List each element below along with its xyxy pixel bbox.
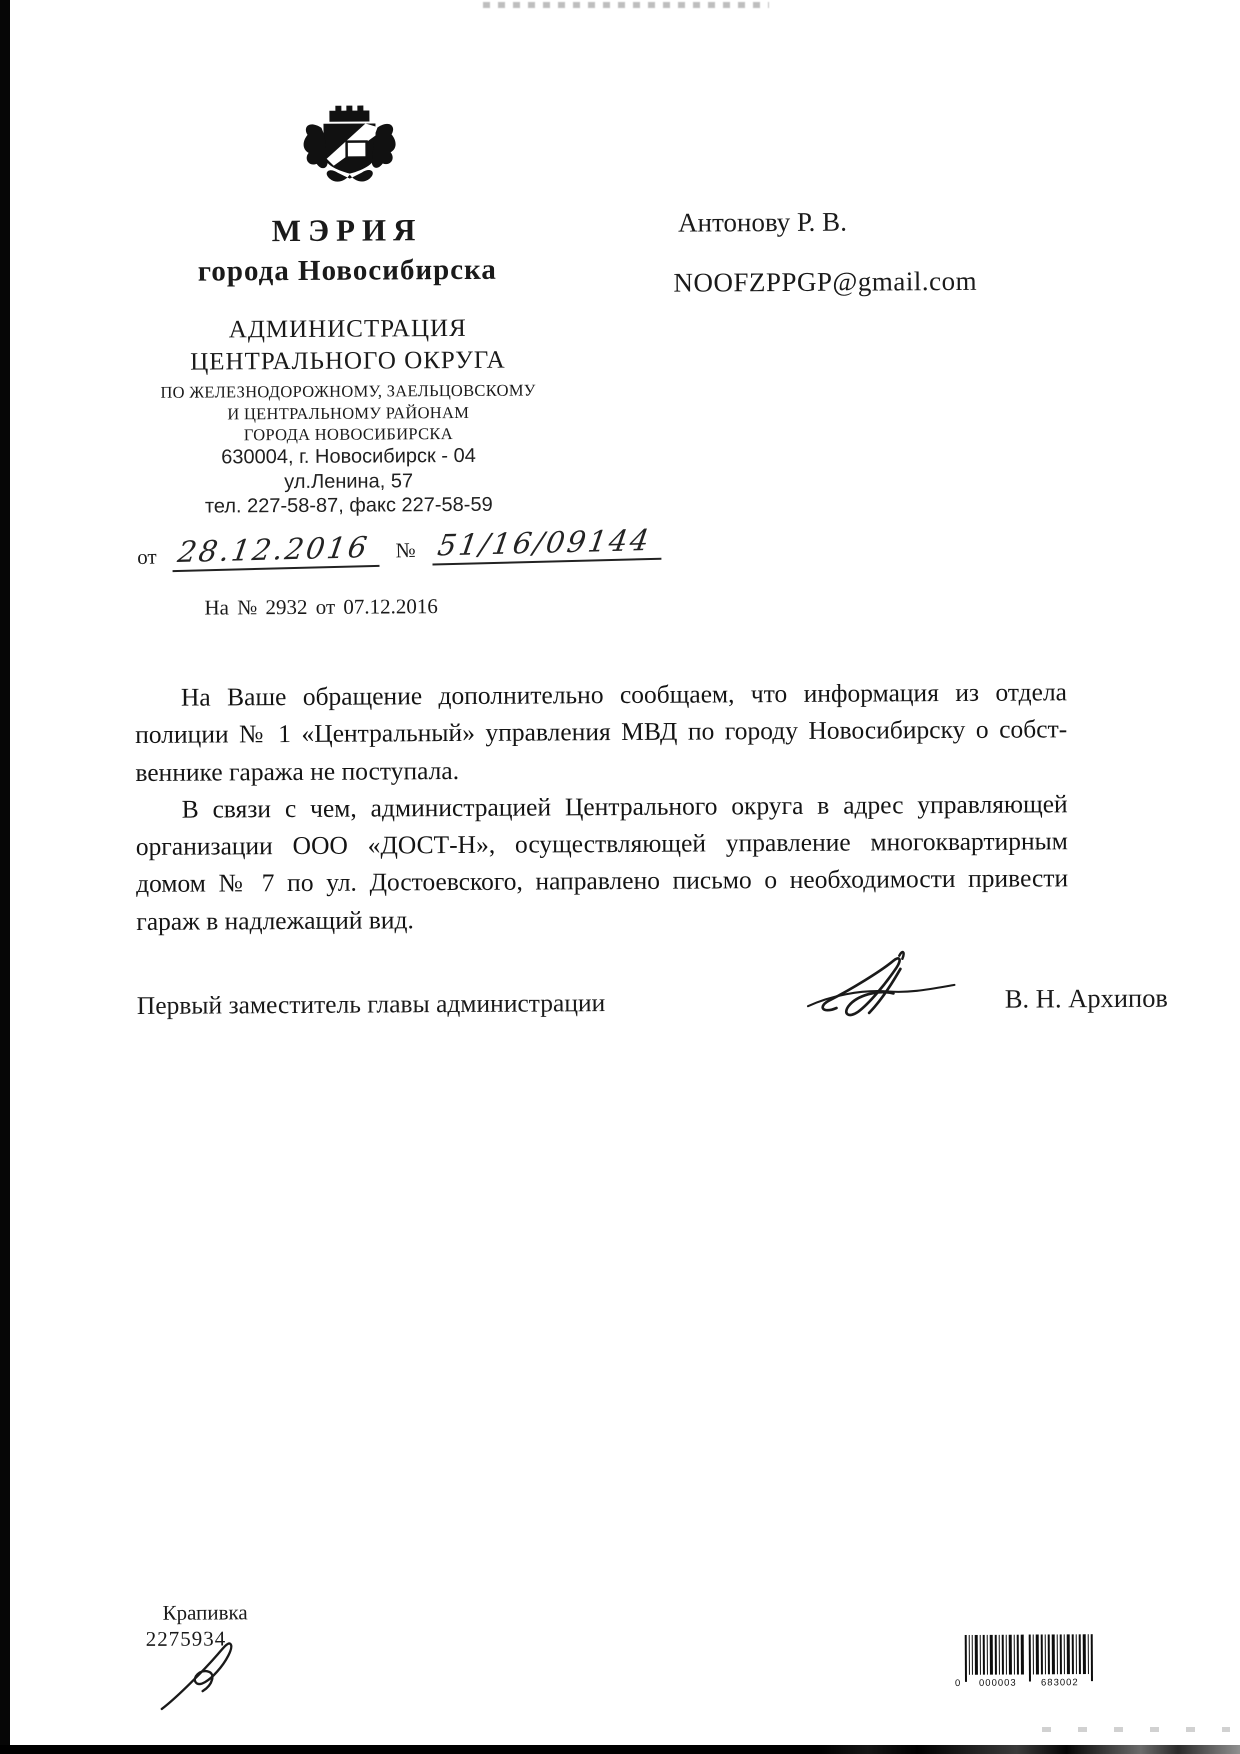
scan-bottom-right-artifact [1042, 1727, 1230, 1732]
outgoing-reference-row [137, 523, 661, 573]
street-address-line: ул.Ленина, 57 [284, 469, 414, 493]
ref-number-handwritten: 51/16/09144 [434, 522, 654, 563]
ref-date-underline [172, 530, 380, 572]
barcode-digits-group1: 000003 [978, 1677, 1017, 1689]
ref-date-handwritten: 28.12.2016 [175, 530, 373, 569]
barcode-digits-group2: 683002 [1040, 1677, 1079, 1689]
recipient-email: NOOFZPPGP@gmail.com [673, 265, 978, 298]
signatory-name: В. Н. Архипов [1004, 982, 1168, 1014]
body-line: организации ООО «ДОСТ-Н», осуществляющей управление многоквартирным [135, 826, 1068, 862]
org-name-line: МЭРИЯ [271, 212, 423, 249]
executor-flourish-icon [154, 1636, 260, 1715]
body-line: гараж в надлежащий вид. [136, 905, 414, 936]
scan-left-edge [0, 0, 10, 1754]
phone-fax-line: тел. 227-58-87, факс 227-58-59 [204, 493, 493, 518]
department-line: АДМИНИСТРАЦИЯ [228, 314, 467, 344]
barcode-digit-left: 0 [954, 1677, 962, 1689]
contact-block [108, 443, 588, 519]
shield-square [347, 142, 367, 158]
body-line: На Ваше обращение дополнительно сообщаем, что информация из отдела [180, 677, 1068, 712]
district-line: И ЦЕНТРАЛЬНОМУ РАЙОНАМ [227, 402, 470, 423]
ref-number-label: № [395, 537, 416, 563]
body-paragraph-1 [135, 673, 1068, 791]
executor-phone: 2275934 [145, 1626, 227, 1651]
body-line: веннике гаража не поступала. [135, 755, 460, 787]
signature-title: Первый заместитель главы администрации [136, 988, 606, 1020]
department-block [108, 312, 588, 379]
scan-top-artifact [483, 2, 769, 8]
signature-mark-icon [802, 948, 970, 1031]
district-block [98, 379, 598, 447]
district-line: ГОРОДА НОВОСИБИРСКА [243, 424, 453, 445]
executor-name: Крапивка [162, 1600, 248, 1625]
ref-number-underline [431, 523, 661, 566]
org-name-line: города Новосибирска [197, 253, 497, 288]
body-line: домом № 7 по ул. Достоевского, направлено письмо о необходимости привести [136, 863, 1069, 899]
department-line: ЦЕНТРАЛЬНОГО ОКРУГА [190, 346, 506, 376]
letter-body [135, 673, 1069, 940]
scan-bottom-edge [0, 1745, 1240, 1754]
org-name-block [117, 211, 577, 289]
ref-from-label: от [136, 544, 157, 569]
district-line: ПО ЖЕЛЕЗНОДОРОЖНОМУ, ЗАЕЛЬЦОВСКОМУ [160, 380, 536, 402]
body-line: В связи с чем, администрацией Центрального округа в адрес управляющей [181, 789, 1068, 824]
recipient-name: Антонову Р. В. [677, 206, 847, 238]
barcode [953, 1634, 1105, 1691]
crown-shape [329, 106, 369, 122]
coat-of-arms-icon [299, 104, 400, 203]
body-line: полиции № 1 «Центральный» управления МВД по городу Новосибирску о собст- [135, 714, 1068, 750]
body-paragraph-2 [136, 785, 1069, 940]
postal-address-line: 630004, г. Новосибирск - 04 [221, 444, 476, 469]
reply-reference-line: На № 2932 от 07.12.2016 [204, 594, 438, 620]
